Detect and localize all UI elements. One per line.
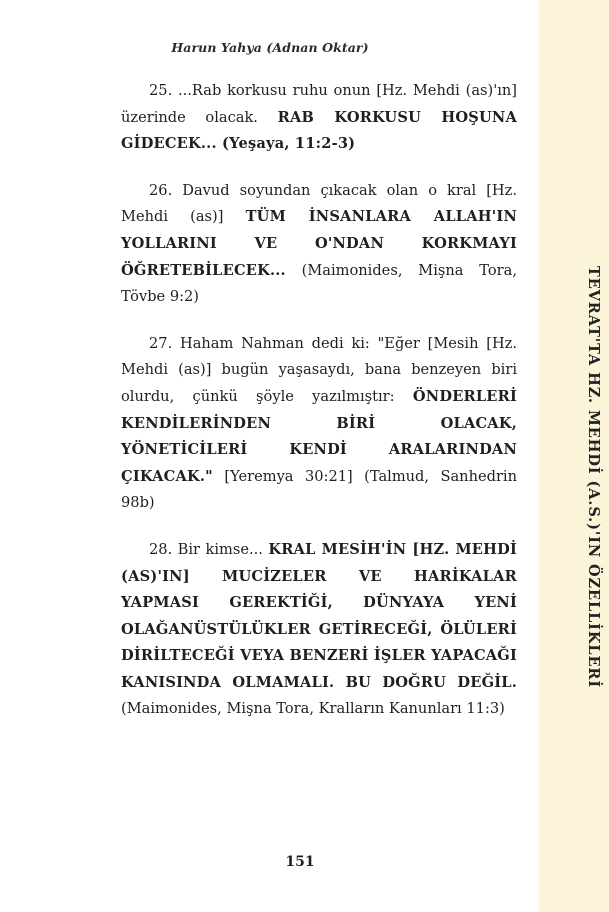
paragraph-text: 26. Davud soyundan çıkacak olan o kral [Hz. Mehdi (as)] — [121, 181, 517, 226]
citation: (Maimonides, Mişna Tora, Kralların Kanunları 11:3) — [121, 700, 505, 718]
running-header: Harun Yahya (Adnan Oktar) — [171, 40, 369, 55]
chapter-title: TEVRAT'TA HZ. MEHDİ (A.S.)'IN ÖZELLİKLERİ — [585, 266, 602, 689]
emphasized-quote: ÖNDERLERİ KENDİLERİNDEN BİRİ OLACAK, YÖNETİCİLERİ KENDİ ARALARINDAN ÇIKACAK." — [121, 387, 517, 485]
page-number: 151 — [285, 854, 315, 870]
paragraph-27 — [121, 331, 517, 517]
paragraph-26 — [121, 178, 517, 311]
emphasized-quote: KRAL MESİH'İN [HZ. MEHDİ (AS)'IN] MUCİZELER VE HARİKALAR YAPMASI GEREKTİĞİ, DÜNYAYA YENİ OLAĞANÜSTÜLÜKLER GETİRECEĞİ, ÖLÜLERİ DİRİLTECEĞİ VEYA BENZERİ İŞLER YAPACAĞI KANISINDA OLMAMALI. BU DOĞRU DEĞİL. — [121, 540, 517, 691]
citation: [Yeremya 30:21] (Talmud, Sanhedrin 98b) — [121, 467, 517, 512]
paragraph-text: 25. ...Rab korkusu ruhu onun [Hz. Mehdi (as)'ın] üzerinde olacak. — [121, 82, 517, 126]
paragraph-25 — [121, 78, 517, 158]
paragraph-28 — [121, 537, 517, 723]
chapter-side-band — [539, 0, 609, 912]
paragraph-text: 27. Haham Nahman dedi ki: "Eğer [Mesih [Hz. Mehdi (as)] bugün yaşasaydı, bana benzeyen biri olurdu, çünkü şöyle yazılmıştır: — [121, 334, 517, 405]
emphasized-quote: RAB KORKUSU HOŞUNA GİDECEK... (Yeşaya, 11:2-3) — [121, 108, 517, 153]
citation: (Maimonides, Mişna Tora, Tövbe 9:2) — [121, 261, 517, 306]
page-body — [121, 78, 517, 743]
emphasized-quote: TÜM İNSANLARA ALLAH'IN YOLLARINI VE O'NDAN KORKMAYI ÖĞRETEBİLECEK... — [121, 208, 517, 279]
paragraph-text: 28. Bir kimse... — [149, 540, 269, 558]
